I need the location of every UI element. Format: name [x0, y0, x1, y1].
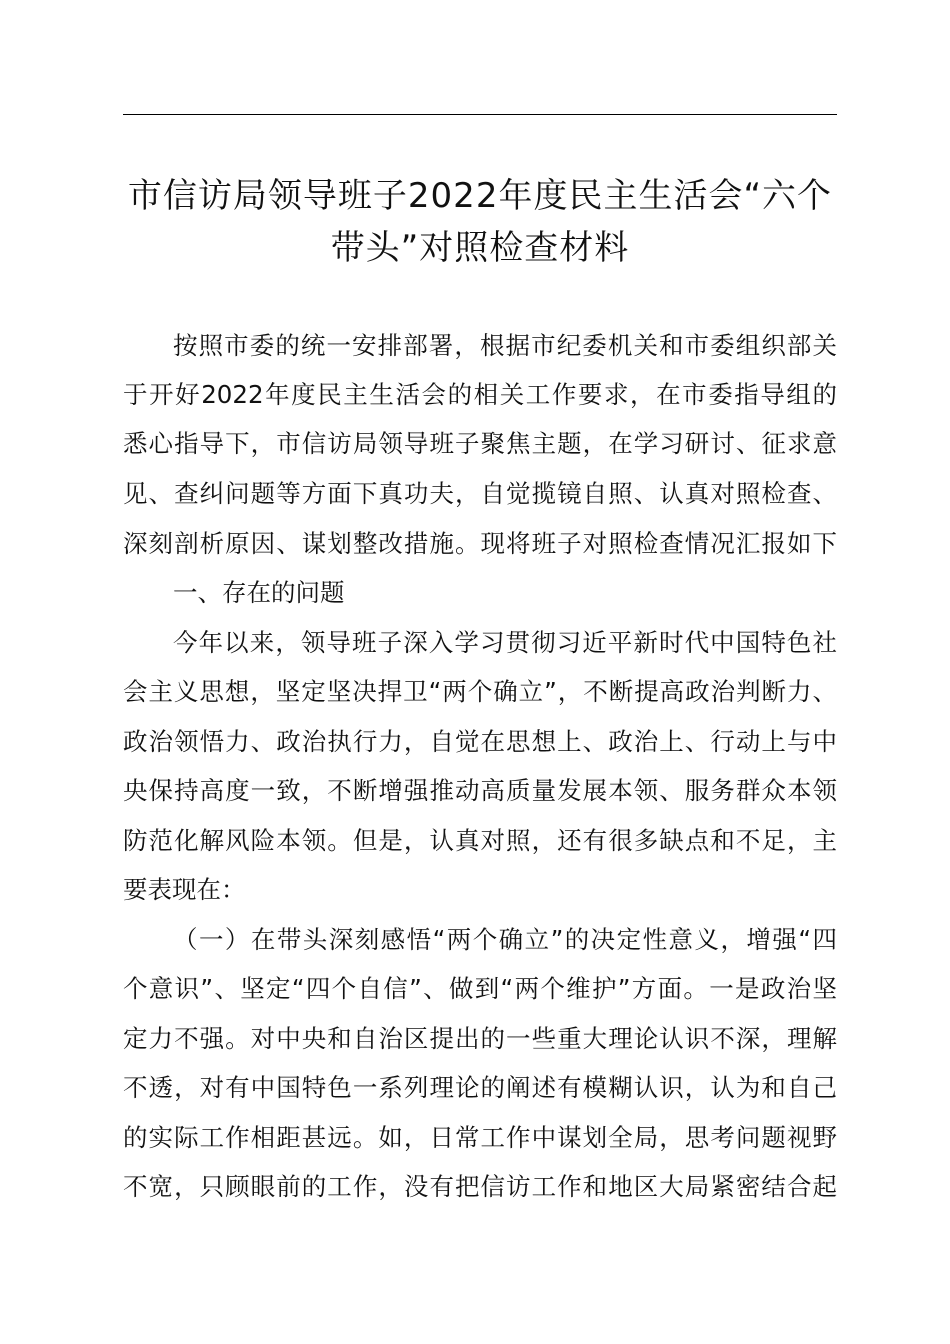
paragraph-line: 个意识”、坚定“四个自信”、做到“两个维护”方面。一是政治坚	[123, 974, 837, 1003]
paragraph-line: 不宽，只顾眼前的工作，没有把信访工作和地区大局紧密结合起	[123, 1172, 837, 1201]
paragraph-line: 见、查纠问题等方面下真功夫，自觉揽镜自照、认真对照检查、	[123, 479, 837, 508]
paragraph-line: （一）在带头深刻感悟“两个确立”的决定性意义，增强“四	[173, 925, 837, 954]
paragraph-line: 按照市委的统一安排部署，根据市纪委机关和市委组织部关	[173, 331, 837, 360]
header-rule	[123, 114, 837, 115]
paragraph-line: 定力不强。对中央和自治区提出的一些重大理论认识不深，理解	[123, 1024, 837, 1053]
section-heading: 一、存在的问题	[173, 578, 345, 607]
paragraph-line: 防范化解风险本领。但是，认真对照，还有很多缺点和不足，主	[123, 826, 837, 855]
title-line-1: 市信访局领导班子2022年度民主生活会“六个	[127, 176, 833, 216]
document-title	[110, 170, 850, 274]
paragraph-line: 会主义思想，坚定坚决捍卫“两个确立”，不断提高政治判断力、	[123, 677, 837, 706]
paragraph-line: 政治领悟力、政治执行力，自觉在思想上、政治上、行动上与中	[123, 727, 837, 756]
paragraph-line: 今年以来，领导班子深入学习贯彻习近平新时代中国特色社	[173, 628, 837, 657]
paragraph-line: 不透，对有中国特色一系列理论的阐述有模糊认识，认为和自己	[123, 1073, 837, 1102]
paragraph-line: 央保持高度一致，不断增强推动高质量发展本领、服务群众本领	[123, 776, 837, 805]
paragraph-line: 深刻剖析原因、谋划整改措施。现将班子对照检查情况汇报如下	[123, 529, 837, 558]
paragraph-line: 于开好2022年度民主生活会的相关工作要求，在市委指导组的	[123, 380, 837, 409]
paragraph-line: 悉心指导下，市信访局领导班子聚焦主题，在学习研讨、征求意	[123, 429, 837, 458]
paragraph-line: 的实际工作相距甚远。如，日常工作中谋划全局，思考问题视野	[123, 1123, 837, 1152]
title-line-2: 带头”对照检查材料	[330, 228, 630, 268]
paragraph-line: 要表现在：	[123, 875, 246, 904]
